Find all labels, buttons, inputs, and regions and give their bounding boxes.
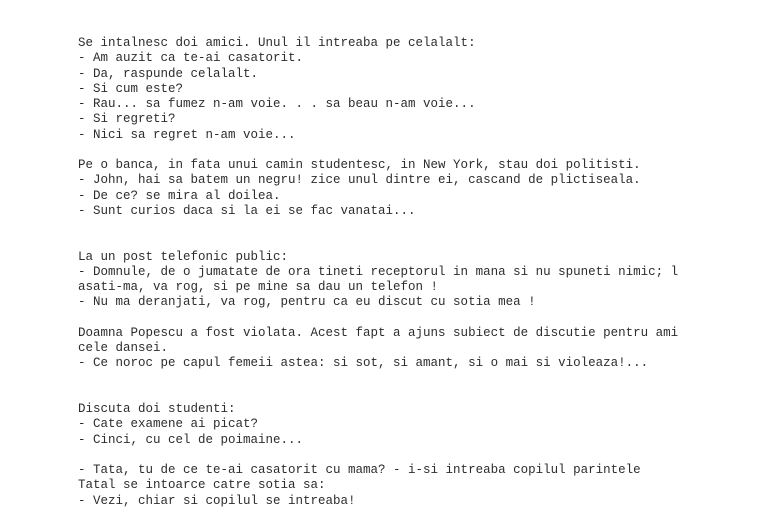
text-line: Discuta doi studenti: bbox=[78, 402, 236, 416]
text-line: Pe o banca, in fata unui camin studentesc, in New York, stau doi politisti. bbox=[78, 158, 641, 172]
blank-line bbox=[78, 143, 678, 158]
text-line: - Tata, tu de ce te-ai casatorit cu mama? - i-si intreaba copilul parintele bbox=[78, 463, 641, 477]
text-line: cele dansei. bbox=[78, 341, 169, 355]
blank-line bbox=[78, 372, 678, 387]
blank-line bbox=[78, 234, 678, 249]
text-line: - Rau... sa fumez n-am voie. . . sa beau n-am voie... bbox=[78, 97, 476, 111]
blank-line bbox=[78, 387, 678, 402]
text-line: - Cinci, cu cel de poimaine... bbox=[78, 432, 304, 447]
text-line: - Ce noroc pe capul femeii astea: si sot, si amant, si o mai si violeaza!... bbox=[78, 356, 649, 371]
text-line: - Vezi, chiar si copilul se intreaba! bbox=[78, 493, 356, 508]
text-line: Se intalnesc doi amici. Unul il intreaba pe celalalt: bbox=[78, 36, 476, 50]
text-line: Tatal se intoarce catre sotia sa: bbox=[78, 478, 326, 493]
blank-line bbox=[78, 311, 678, 326]
text-line: Doamna Popescu a fost violata. Acest fapt a ajuns subiect de discutie pentru ami bbox=[78, 325, 679, 340]
text-line: - Nici sa regret n-am voie... bbox=[78, 127, 296, 142]
text-line: - Si regreti? bbox=[78, 112, 176, 127]
text-line: - Cate examene ai picat? bbox=[78, 417, 259, 432]
document-text bbox=[78, 36, 678, 509]
text-line: - Da, raspunde celalalt. bbox=[78, 66, 259, 81]
text-line: asati-ma, va rog, si pe mine sa dau un telefon ! bbox=[78, 280, 439, 294]
text-line: - Nu ma deranjati, va rog, pentru ca eu discut cu sotia mea ! bbox=[78, 295, 536, 310]
text-line: - Si cum este? bbox=[78, 81, 184, 96]
text-line: La un post telefonic public: bbox=[78, 249, 289, 264]
blank-line bbox=[78, 219, 678, 234]
text-line: - Domnule, de o jumatate de ora tineti receptorul in mana si nu spuneti nimic; l bbox=[78, 264, 679, 279]
blank-line bbox=[78, 448, 678, 463]
text-line: - Am auzit ca te-ai casatorit. bbox=[78, 51, 304, 66]
text-line: - De ce? se mira al doilea. bbox=[78, 188, 281, 203]
text-line: - John, hai sa batem un negru! zice unul dintre ei, cascand de plictiseala. bbox=[78, 173, 641, 188]
text-line: - Sunt curios daca si la ei se fac vanatai... bbox=[78, 203, 416, 218]
